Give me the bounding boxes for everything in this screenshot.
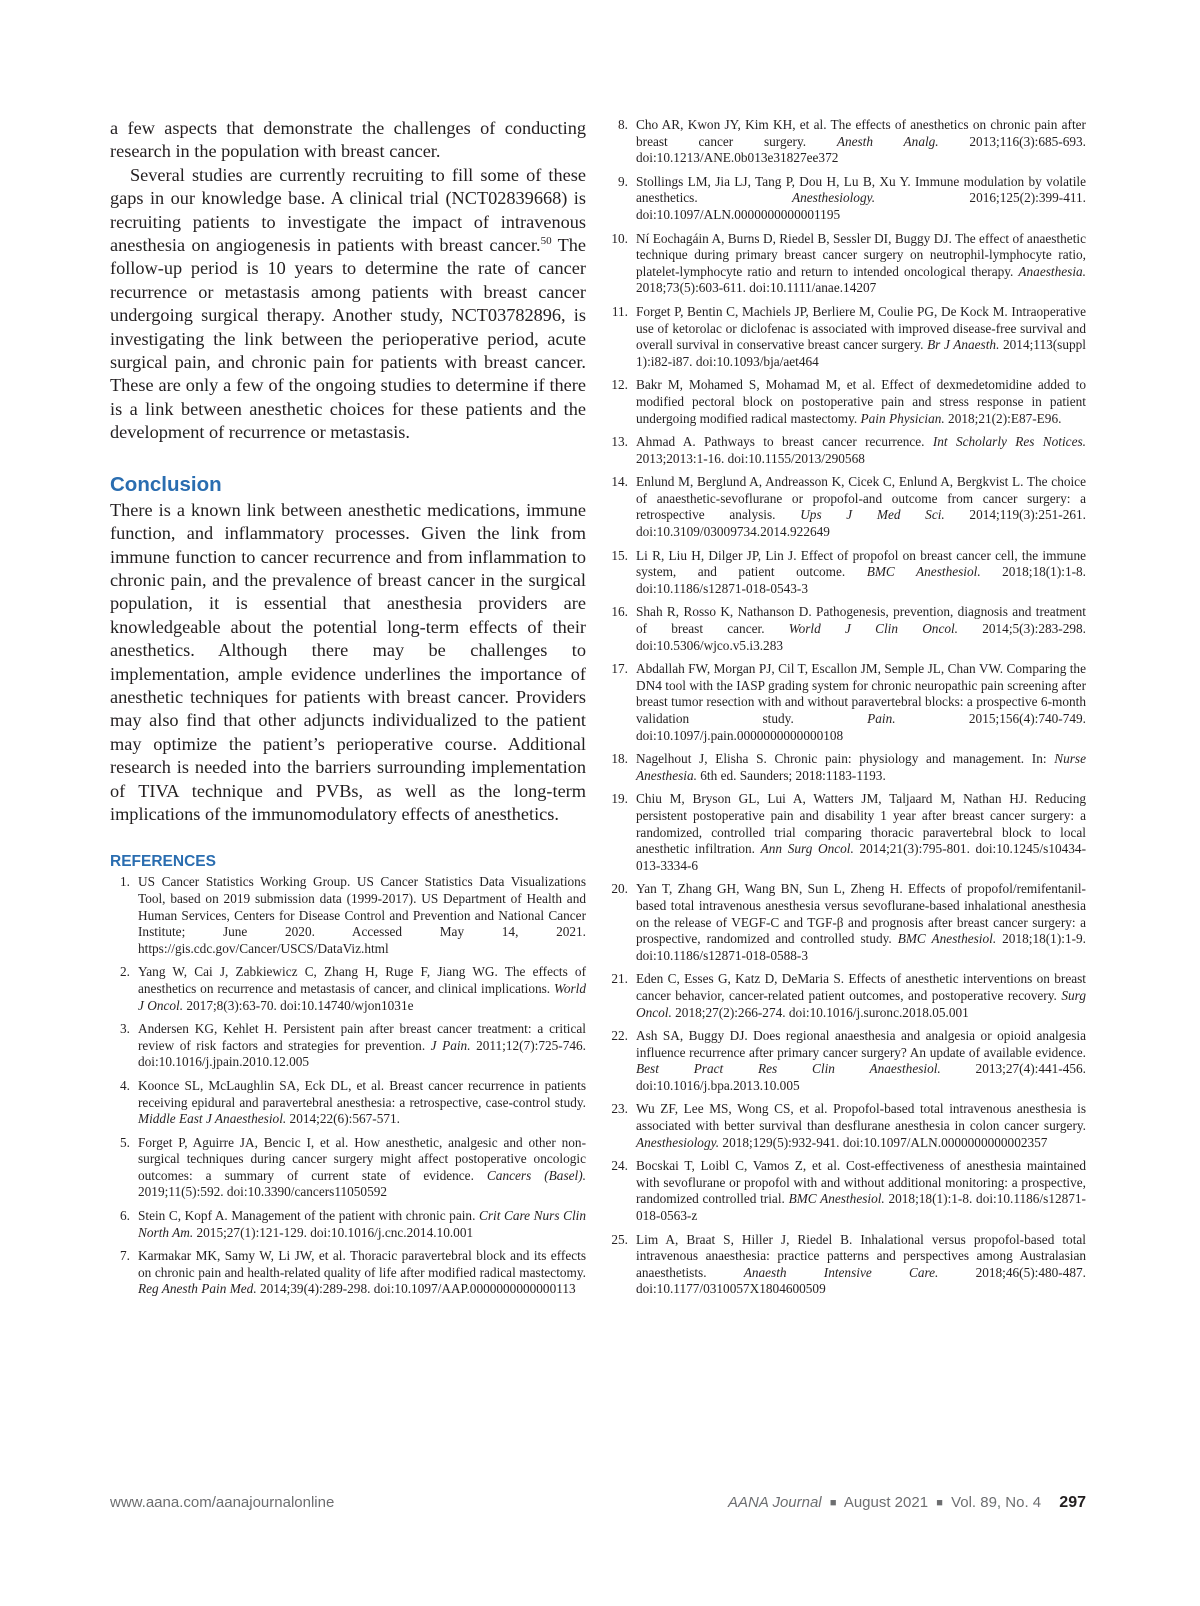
journal-url[interactable]: www.aana.com/aanajournalonline	[110, 1494, 335, 1511]
reference-authors-title: Li R, Liu H, Dilger JP, Lin J. Effect of propofol on breast cancer cell, the immune system, and patient outcome.	[636, 547, 1086, 580]
left-column	[110, 117, 586, 1305]
reference-item	[608, 1232, 1086, 1298]
reference-item	[110, 874, 586, 957]
reference-item	[608, 434, 1086, 467]
reference-item	[608, 971, 1086, 1021]
reference-authors-title: Cho AR, Kwon JY, Kim KH, et al. The effects of anesthetics on chronic pain after breast cancer surgery.	[636, 117, 1086, 149]
reference-number: 12.	[611, 377, 628, 393]
reference-item	[608, 117, 1086, 167]
reference-number: 7.	[120, 1248, 130, 1264]
reference-item	[608, 1101, 1086, 1151]
reference-item	[110, 964, 586, 1014]
reference-number: 8.	[618, 117, 628, 132]
reference-text	[138, 1135, 586, 1201]
reference-authors-title: Nagelhout J, Elisha S. Chronic pain: physiology and management. In:	[636, 751, 1055, 767]
reference-number: 16.	[611, 604, 628, 620]
references-heading: REFERENCES	[110, 853, 216, 871]
reference-journal: Anesthesiology.	[636, 1134, 720, 1150]
reference-number: 11.	[611, 303, 628, 319]
reference-authors-title: Ash SA, Buggy DJ. Does regional anaesthesia and analgesia or opioid analgesia influence recurrence after primary cancer surgery? An update of available evidence.	[636, 1028, 1086, 1060]
reference-journal: Surg Oncol.	[636, 987, 1086, 1020]
reference-text	[636, 117, 1086, 167]
reference-number: 6.	[120, 1208, 130, 1224]
reference-journal: BMC Anesthesiol.	[866, 564, 981, 580]
reference-journal: Nurse Anesthesia.	[636, 751, 1086, 783]
reference-journal: Reg Anesth Pain Med.	[138, 1281, 257, 1297]
reference-item	[110, 1208, 586, 1241]
reference-citation-details: 2018;21(2):E87-E96.	[944, 410, 1062, 426]
reference-text	[636, 474, 1086, 540]
reference-citation-details: 2016;125(2):399-411. doi:10.1097/ALN.0000000000001195	[636, 190, 1086, 222]
reference-item	[608, 474, 1086, 540]
reference-citation-details: 6th ed. Saunders; 2018:1183-1193.	[696, 767, 886, 783]
reference-authors-title: Enlund M, Berglund A, Andreasson K, Cicek C, Enlund A, Bergkvist L. The choice of anaesthetic-sevoflurane or propofol-and outcome from cancer surgery: a retrospective analysis.	[636, 474, 1086, 523]
reference-citation-details: 2018;18(1):1-8. doi:10.1186/s12871-018-0543-3	[636, 564, 1086, 596]
reference-text	[636, 1101, 1086, 1151]
reference-number: 19.	[611, 791, 628, 807]
reference-authors-title: Wu ZF, Lee MS, Wong CS, et al. Propofol-based total intravenous anesthesia is associated with better survival than desflurane anesthesia in colon cancer surgery.	[636, 1101, 1086, 1134]
right-column	[608, 117, 1086, 1305]
reference-number: 3.	[120, 1021, 130, 1037]
reference-number: 5.	[120, 1134, 130, 1150]
reference-citation-details: 2018;18(1):1-9. doi:10.1186/s12871-018-0588-3	[636, 931, 1086, 963]
reference-item	[608, 791, 1086, 874]
reference-citation-details: 2014;39(4):289-298. doi:10.1097/AAP.0000000000000113	[256, 1281, 576, 1297]
reference-journal: Int Scholarly Res Notices.	[932, 434, 1086, 450]
reference-authors-title: Stein C, Kopf A. Management of the patient with chronic pain.	[138, 1208, 479, 1224]
reference-journal: J Pain.	[430, 1037, 471, 1053]
issue-date: August 2021	[843, 1494, 929, 1511]
reference-number: 9.	[618, 173, 628, 189]
reference-citation-details: 2014;22(6):567-571.	[286, 1111, 400, 1127]
reference-number: 25.	[611, 1231, 628, 1247]
footer-citation	[728, 1494, 1086, 1512]
reference-number: 4.	[120, 1077, 130, 1093]
reference-journal: Br J Anaesth.	[927, 337, 1000, 353]
reference-citation-details: 2011;12(7):725-746. doi:10.1016/j.jpain.2010.12.005	[138, 1037, 587, 1070]
reference-journal: Crit Care Nurs Clin North Am.	[138, 1208, 587, 1240]
reference-text	[636, 971, 1086, 1021]
reference-citation-details: 2019;11(5):592. doi:10.3390/cancers11050592	[138, 1184, 388, 1200]
reference-number: 10.	[611, 230, 628, 246]
reference-authors-title: Abdallah FW, Morgan PJ, Cil T, Escallon JM, Semple JL, Chan VW. Comparing the DN4 tool with the IASP grading system for chronic neuropathic pain screening after breast tumor resection with and without paravertebral blocks: a prospective 6-month validation study.	[636, 661, 1086, 726]
reference-citation-details: 2018;73(5):603-611. doi:10.1111/anae.14207	[636, 280, 877, 296]
reference-item	[608, 304, 1086, 370]
reference-item	[110, 1248, 586, 1298]
reference-citation-details: 2018;129(5):932-941. doi:10.1097/ALN.0000000000002357	[719, 1134, 1048, 1150]
reference-item	[608, 604, 1086, 654]
reference-authors-title: Yang W, Cai J, Zabkiewicz C, Zhang H, Ruge F, Jiang WG. The effects of anesthetics on recurrence and metastasis of cancer, and clinical implications.	[138, 964, 586, 996]
reference-item	[110, 1135, 586, 1201]
reference-text	[138, 1078, 586, 1128]
page-number: 297	[1059, 1494, 1086, 1511]
reference-authors-title: Stollings LM, Jia LJ, Tang P, Dou H, Lu B, Xu Y. Immune modulation by volatile anesthetics.	[636, 173, 1086, 206]
reference-journal: Pain.	[867, 711, 896, 726]
reference-item	[608, 1158, 1086, 1224]
reference-journal: Ann Surg Oncol.	[760, 841, 854, 857]
reference-journal: World J Clin Oncol.	[788, 621, 959, 637]
reference-citation-details: 2015;156(4):740-749. doi:10.1097/j.pain.0000000000000108	[636, 711, 1086, 743]
reference-text	[636, 1158, 1086, 1224]
reference-text	[636, 604, 1086, 654]
conclusion-paragraph: There is a known link between anesthetic medications, immune function, and inflammatory processes. Given the link from immune function to cancer recurrence and from inflammation to chronic pain, and the prevalence of breast cancer in the surgical population, it is essential that anesthesia providers are knowledgeable about the potential long-term effects of their anesthetics. Although there may be challenges to implementation, ample evidence underlines the importance of anesthetic techniques for patients with breast cancer. Providers may also find that other adjuncts individualized to the patient may optimize the patient’s perioperative course. Additional research is needed into the barriers surrounding implementation of TIVA technique and PVBs, as well as the long-term implications of the immunomodulatory effects of anesthetics.	[110, 499, 586, 824]
reference-text	[138, 1021, 586, 1071]
reference-item	[110, 1078, 586, 1128]
paragraph-text: Several studies are currently recruiting to fill some of these gaps in our knowledge base. A clinical trial (NCT02839668) is recruiting patients to investigate the impact of intravenous anesthesia on angiogenesis in patients with breast cancer.	[110, 164, 586, 256]
reference-authors-title: Andersen KG, Kehlet H. Persistent pain after breast cancer treatment: a critical review of risk factors and strategies for prevention.	[138, 1021, 586, 1053]
reference-number: 17.	[611, 661, 628, 677]
separator-square-icon: ■	[936, 1497, 943, 1509]
reference-citation-details: 2013;27(4):441-456. doi:10.1016/j.bpa.2013.10.005	[636, 1061, 1086, 1093]
reference-number: 20.	[611, 881, 628, 897]
reference-text	[636, 231, 1086, 297]
reference-citation-details: 2014;5(3):283-298. doi:10.5306/wjco.v5.i3.283	[636, 621, 1087, 653]
reference-journal: Anesth Analg.	[836, 133, 939, 149]
reference-item	[110, 1021, 586, 1071]
reference-text	[138, 964, 586, 1014]
reference-citation-details: 2014;21(3):795-801. doi:10.1245/s10434-013-3334-6	[636, 841, 1086, 873]
reference-authors-title: Yan T, Zhang GH, Wang BN, Sun L, Zheng H. Effects of propofol/remifentanil-based total intravenous anesthesia versus sevoflurane-based inhalational anesthesia on the release of VEGF-C and TGF-β and prognosis after breast cancer surgery: a prospective, randomized and controlled study.	[636, 881, 1086, 947]
reference-text	[138, 1208, 586, 1241]
paragraph-text: The follow-up period is 10 years to determine the rate of cancer recurrence or metastasis among patients with breast cancer undergoing surgical therapy. Another study, NCT03782896, is investigating the link between the perioperative period, acute surgical pain, and chronic pain for patients with breast cancer.	[110, 235, 586, 373]
reference-citation-details: 2017;8(3):63-70. doi:10.14740/wjon1031e	[183, 997, 414, 1013]
reference-citation-details: 2018;46(5):480-487. doi:10.1177/0310057X1804600509	[636, 1264, 1086, 1297]
reference-number: 2.	[120, 964, 130, 980]
reference-item	[608, 751, 1086, 784]
reference-authors-title: Forget P, Aguirre JA, Bencic I, et al. How anesthetic, analgesic and other non-surgical techniques during cancer surgery might affect postoperative oncologic outcomes: a summary of current state of evidence.	[138, 1134, 586, 1183]
journal-name: AANA Journal	[727, 1494, 822, 1511]
reference-text	[636, 377, 1086, 427]
reference-authors-title: Ahmad A. Pathways to breast cancer recurrence.	[636, 434, 933, 450]
reference-citation-details: 2018;27(2):266-274. doi:10.1016/j.suronc.2018.05.001	[671, 1004, 969, 1020]
reference-citation-details: 2015;27(1):121-129. doi:10.1016/j.cnc.2014.10.001	[193, 1224, 474, 1240]
reference-journal: Ups J Med Sci.	[800, 507, 945, 523]
reference-number: 22.	[611, 1028, 628, 1044]
reference-journal: Anaesth Intensive Care.	[743, 1264, 939, 1280]
reference-text	[636, 661, 1086, 744]
reference-text	[636, 1028, 1086, 1094]
reference-item	[608, 548, 1086, 598]
page-footer	[110, 1494, 1086, 1516]
reference-authors-title: Chiu M, Bryson GL, Lui A, Watters JM, Taljaard M, Nathan HJ. Reducing persistent postoperative pain and disability 1 year after breast cancer surgery: a randomized, controlled trial comparing thoracic paravertebral block to local anesthetic infiltration.	[636, 791, 1086, 857]
reference-list-right	[608, 117, 1086, 1298]
reference-authors-title: Forget P, Bentin C, Machiels JP, Berliere M, Coulie PG, De Kock M. Intraoperative use of ketorolac or diclofenac is associated with improved disease-free survival and overall survival in conservative breast cancer surgery.	[636, 303, 1086, 353]
reference-citation-details: 2014;119(3):251-261. doi:10.3109/03009734.2014.922649	[636, 507, 1087, 540]
reference-item	[608, 881, 1086, 964]
reference-journal: BMC Anesthesiol.	[788, 1191, 885, 1207]
reference-authors-title: US Cancer Statistics Working Group. US Cancer Statistics Data Visualizations Tool, based on 2019 submission data (1999-2017). US Department of Health and Human Services, Centers for Disease Control and Prevention and National Cancer Institute; June 2020. Accessed May 14, 2021. https://gis.cdc.gov/Cancer/USCS/DataViz.html	[138, 874, 586, 956]
reference-number: 1.	[120, 874, 130, 890]
reference-citation-details: 2018;18(1):1-8. doi:10.1186/s12871-018-0563-z	[636, 1191, 1086, 1224]
paragraph-text: These are only a few of the ongoing studies to determine if there is a link between anesthetic choices for these patients and the development of recurrence or metastasis.	[110, 375, 586, 443]
reference-item	[608, 174, 1086, 224]
reference-authors-title: Shah R, Rosso K, Nathanson D. Pathogenesis, prevention, diagnosis and treatment of breast cancer.	[636, 604, 1086, 637]
reference-authors-title: Ní Eochagáin A, Burns D, Riedel B, Sessler DI, Buggy DJ. The effect of anaesthetic technique during primary breast cancer surgery on neutrophil-lymphocyte ratio, platelet-lymphocyte ratio and return to intended oncological therapy.	[636, 230, 1086, 279]
separator-square-icon: ■	[829, 1497, 837, 1509]
volume-issue: Vol. 89, No. 4	[951, 1494, 1042, 1511]
reference-text	[138, 874, 586, 957]
reference-text	[636, 881, 1086, 964]
reference-number: 18.	[611, 751, 628, 767]
reference-journal: Anesthesiology.	[792, 190, 876, 206]
reference-journal: Best Pract Res Clin Anaesthesiol.	[636, 1061, 941, 1077]
reference-journal: BMC Anesthesiol.	[897, 931, 997, 947]
reference-number: 21.	[611, 971, 628, 987]
reference-text	[636, 791, 1086, 874]
reference-number: 13.	[611, 434, 628, 450]
body-paragraph: a few aspects that demonstrate the challenges of conducting research in the population with breast cancer.	[110, 118, 586, 162]
reference-authors-title: Koonce SL, McLaughlin SA, Eck DL, et al. Breast cancer recurrence in patients receiving epidural and paravertebral anesthesia: a retrospective, case-control study.	[138, 1077, 586, 1110]
reference-number: 23.	[611, 1101, 628, 1117]
reference-item	[608, 231, 1086, 297]
citation-superscript: 50	[540, 234, 552, 247]
reference-journal: Middle East J Anaesthesiol.	[138, 1111, 287, 1127]
reference-journal: Pain Physician.	[860, 410, 945, 426]
reference-item	[608, 377, 1086, 427]
reference-number: 24.	[611, 1158, 628, 1174]
reference-citation-details: 2013;2013:1-16. doi:10.1155/2013/290568	[636, 450, 865, 466]
body-paragraph	[110, 164, 586, 445]
reference-authors-title: Lim A, Braat S, Hiller J, Riedel B. Inhalational versus propofol-based total intravenous anaesthesia: practice patterns and perspectives among Australasian anaesthetists.	[636, 1231, 1086, 1280]
reference-item	[608, 661, 1086, 744]
reference-text	[636, 1232, 1086, 1298]
reference-text	[636, 304, 1086, 370]
reference-authors-title: Bocskai T, Loibl C, Vamos Z, et al. Cost-effectiveness of anesthesia maintained with sevoflurane or propofol with and without additional monitoring: a prospective, randomized controlled trial.	[636, 1158, 1086, 1207]
reference-journal: Cancers (Basel).	[486, 1167, 586, 1183]
reference-text	[636, 434, 1086, 467]
reference-journal: Anaesthesia.	[1018, 263, 1086, 279]
reference-authors-title: Eden C, Esses G, Katz D, DeMaria S. Effects of anesthetic interventions on breast cancer behavior, cancer-related patient outcomes, and postoperative recovery.	[636, 971, 1086, 1003]
reference-text	[138, 1248, 586, 1298]
reference-authors-title: Karmakar MK, Samy W, Li JW, et al. Thoracic paravertebral block and its effects on chronic pain and health-related quality of life after modified radical mastectomy.	[138, 1248, 586, 1280]
conclusion-heading: Conclusion	[110, 472, 222, 496]
reference-citation-details: 2013;116(3):685-693. doi:10.1213/ANE.0b013e31827ee372	[636, 133, 1086, 166]
reference-list-left	[110, 874, 586, 1298]
reference-text	[636, 751, 1086, 784]
reference-citation-details: 2014;113(suppl 1):i82-i87. doi:10.1093/bja/aet464	[636, 337, 1086, 369]
reference-number: 14.	[611, 474, 628, 490]
reference-number: 15.	[611, 547, 628, 563]
reference-authors-title: Bakr M, Mohamed S, Mohamad M, et al. Effect of dexmedetomidine added to modified pectoral block on postoperative pain and stress response in patient undergoing modified radical mastectomy.	[636, 377, 1086, 426]
reference-text	[636, 174, 1086, 224]
reference-text	[636, 548, 1086, 598]
reference-journal: World J Oncol.	[138, 980, 586, 1013]
reference-item	[608, 1028, 1086, 1094]
